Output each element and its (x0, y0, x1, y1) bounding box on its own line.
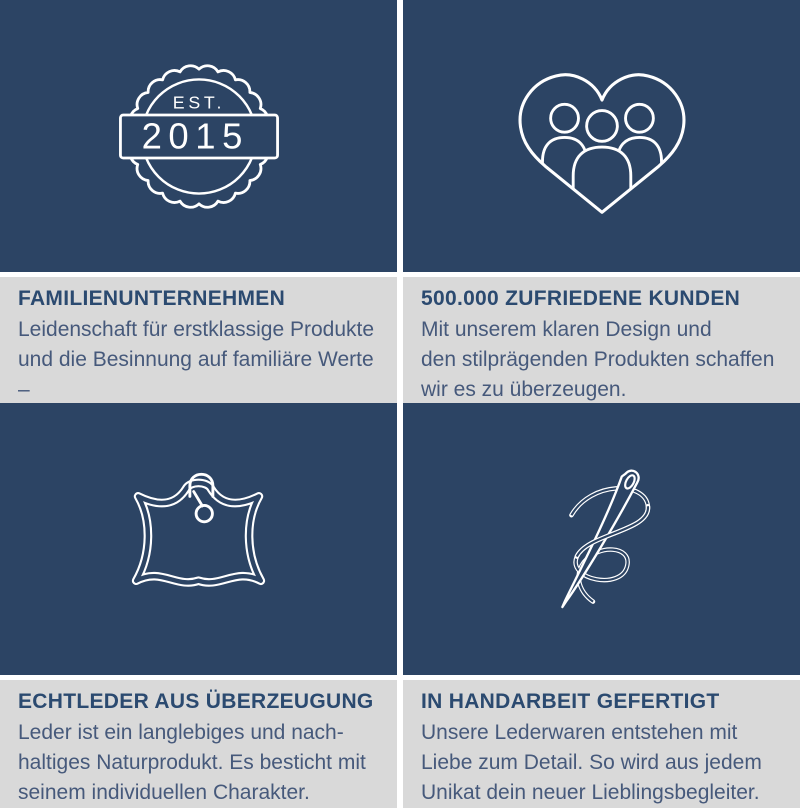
feature-body-line: Mit unserem klaren Design und (421, 318, 712, 341)
feature-heading: FAMILIENUNTERNEHMEN (18, 287, 286, 310)
feature-body-line: den stilprägenden Produkten schaffen (421, 348, 775, 371)
familienunternehmen-icon-panel (0, 0, 397, 272)
feature-body-line: Unikat dein neuer Lieblingsbegleiter. (421, 781, 760, 804)
est-2015-badge-icon (96, 57, 302, 216)
feature-card-echtleder (0, 403, 397, 804)
feature-body-line: Leder ist ein langlebiges und nach- (18, 721, 344, 744)
handarbeit-text-panel (403, 680, 800, 808)
feature-body-line: seinem individuellen Charakter. (18, 781, 310, 804)
heart-family-icon (506, 50, 698, 223)
kunden-text-panel (403, 277, 800, 405)
echtleder-text-panel (0, 680, 397, 808)
feature-body-line: und die Besinnung auf familiäre Werte – (18, 348, 374, 401)
feature-card-handarbeit (403, 403, 800, 804)
leather-hide-icon (117, 458, 280, 621)
feature-body-line: Leidenschaft für erstklassige Produkte (18, 318, 375, 341)
feature-heading: ECHTLEDER AUS ÜBERZEUGUNG (18, 690, 374, 713)
feature-card-familienunternehmen (0, 0, 397, 401)
kunden-icon-panel (403, 0, 800, 272)
feature-body-line: haltiges Naturprodukt. Es besticht mit (18, 751, 366, 774)
feature-card-zufriedene-kunden (403, 0, 800, 401)
echtleder-icon-panel (0, 403, 397, 675)
feature-heading: 500.000 ZUFRIEDENE KUNDEN (421, 287, 741, 310)
badge-est-label: EST. (172, 91, 225, 112)
handarbeit-icon-panel (403, 403, 800, 675)
feature-body-line: Unsere Lederwaren entstehen mit (421, 721, 738, 744)
feature-body-line: Liebe zum Detail. So wird aus jedem (421, 751, 762, 774)
feature-body-line: wir es zu überzeugen. (421, 378, 627, 401)
feature-heading: IN HANDARBEIT GEFERTIGT (421, 690, 720, 713)
needle-thread-icon (539, 454, 665, 625)
badge-year-label: 2015 (141, 115, 249, 157)
